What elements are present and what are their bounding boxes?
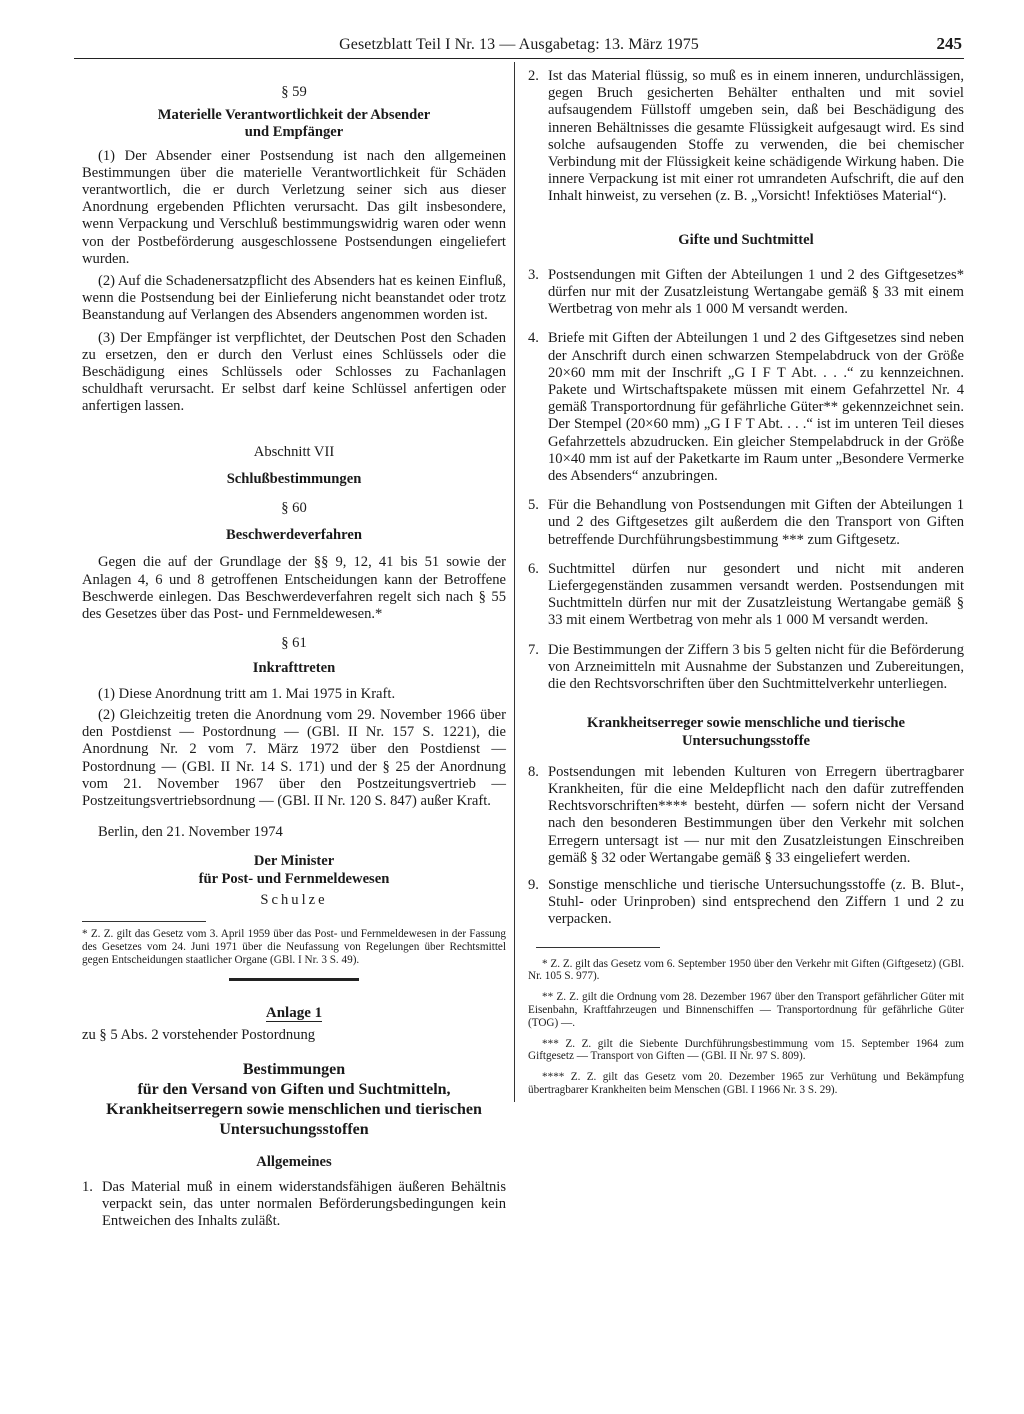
item-text: Die Bestimmungen der Ziffern 3 bis 5 gelten nicht für die Beförderung von Arzneimitteln mit Ausnahme der Substanzen und Zubereitungen, die den Rechtsvorschriften über den Suchtmittelverkehr unterliegen. [548, 641, 964, 693]
footnote-1: * Z. Z. gilt das Gesetz vom 6. September 1950 über den Verkehr mit Giften (Giftgesetz) (GBl. Nr. 105 S. 977). [528, 957, 964, 983]
footnote-4: **** Z. Z. gilt das Gesetz vom 20. Dezember 1965 zur Verhütung und Bekämpfung übertragbarer Krankheiten beim Menschen (GBl. I 1966 Nr. 3 S. 29). [528, 1071, 964, 1096]
anlage-title-3: Krankheitserregern sowie menschlichen und tierischen [106, 1100, 482, 1118]
place-date: Berlin, den 21. November 1974 [98, 824, 283, 841]
anlage-title-4: Untersuchungsstoffen [219, 1120, 369, 1138]
signature-line-2: für Post- und Fernmeldewesen [198, 870, 390, 887]
footnote-2: ** Z. Z. gilt die Ordnung vom 28. Dezember 1967 über den Transport gefährlicher Güter mit Eisenbahn, Kraftfahrzeugen und Binnenschiffen — Transportordnung für gefährliche Güter (TOG) —. [528, 991, 964, 1029]
section-59-title-cont: und Empfänger [244, 124, 344, 141]
section-59-title: Materielle Verantwortlichkeit der Absender [157, 107, 431, 124]
item-text: Suchtmittel dürfen nur gesondert und nicht mit anderen Liefergegenständen zusammen versandt werden. Postsendungen mit Suchtmitteln dürfen nur mit der Zusatzleistung Wertangabe gemäß § 33 mit einem Wertbetrag von mehr als 1 000 M versandt werden. [548, 560, 964, 629]
anlage-title-2: für den Versand von Giften und Suchtmitteln, [137, 1080, 451, 1098]
item-number: 6. [528, 560, 539, 577]
section-60-sign: § 60 [281, 500, 307, 517]
item-number: 2. [528, 68, 539, 84]
section-59-para-1: (1) Der Absender einer Postsendung ist nach den allgemeinen Bestimmungen über die materielle Verantwortlichkeit für Schäden verantwortlich, die er durch Verletzung seiner sich aus dieser Anordnung ergebenden Pflichten verursacht. Das gilt insbesondere, wenn Verpackung und Verschluß bestimmungswidrig waren oder wenn von der Postbeförderung ausgeschlossene Postsendungen eingeliefert wurden. [82, 147, 506, 267]
gifte-heading: Gifte und Suchtmittel [678, 231, 814, 248]
section-60-title: Beschwerdeverfahren [226, 527, 362, 544]
item-number: 4. [528, 330, 539, 347]
item-number: 1. [82, 1178, 93, 1195]
anlage-reference: zu § 5 Abs. 2 vorstehender Postordnung [82, 1026, 316, 1043]
krankheit-heading-cont: Untersuchungsstoffe [681, 732, 811, 749]
signature-line-1: Der Minister [253, 853, 335, 870]
list-item-7 [528, 642, 964, 694]
item-number: 3. [528, 266, 539, 283]
section-59-sign: § 59 [281, 84, 307, 100]
list-item-8 [528, 764, 964, 867]
footnote-left: * Z. Z. gilt das Gesetz vom 3. April 1959 über das Post- und Fernmeldewesen in der Fassung des Gesetzes vom 24. Juni 1971 über die Neufassung von Regelungen über Rechtsmittel gegen Entscheidungen staatlicher Organe (GBl. I Nr. 3 S. 49). [82, 927, 506, 966]
list-item-3 [528, 267, 964, 319]
item-number: 8. [528, 763, 539, 780]
header-rule [74, 58, 964, 59]
anlage-title-1: Bestimmungen [242, 1060, 346, 1078]
list-item-9 [528, 877, 964, 929]
krankheit-heading: Krankheitserreger sowie menschliche und tierische [586, 715, 906, 732]
left-column [82, 68, 506, 1231]
section-60-para: Gegen die auf der Grundlage der §§ 9, 12, 41 bis 51 sowie der Anlagen 4, 6 und 8 getroffenen Entscheidungen kann der Betroffene Beschwerde einlegen. Das Beschwerdeverfahren regelt sich nach § 55 des Gesetzes über das Post- und Fernmeldewesen.* [82, 554, 506, 623]
anlage-label [82, 1005, 506, 1022]
list-item-5 [528, 497, 964, 549]
section-59-para-3: (3) Der Empfänger ist verpflichtet, der Deutschen Post den Schaden zu ersetzen, den er durch den Verlust eines Schlüssels oder die Beschädigung eines Schlüssels oder Schlosses zu Fachanlagen schuldhaft verursacht. Er selbst darf keine Schlüssel anfertigen oder anfertigen lassen. [82, 329, 506, 415]
running-title: Gesetzblatt Teil I Nr. 13 — Ausgabetag: 13. März 1975 [339, 36, 699, 53]
abschnitt-title: Schlußbestimmungen [226, 470, 362, 487]
end-rule [229, 978, 359, 981]
section-61-title: Inkrafttreten [252, 660, 336, 677]
anlage-label-text: Anlage 1 [265, 1005, 323, 1022]
right-column [528, 68, 964, 1097]
signature-name: Schulze [260, 891, 328, 908]
list-item-1 [82, 1179, 506, 1231]
allgemeines-heading: Allgemeines [256, 1153, 332, 1170]
item-text: Ist das Material flüssig, so muß es in einem inneren, undurchlässigen, gegen Bruch gesicherten Behälter enthalten und mit soviel aufsaugendem Füllstoff umgeben sein, daß bei Beschädigung des inneren Behältnisses die gesamte Flüssigkeit aufgesaugt wird. Es sind solche aufsaugenden Stoffe zu verwenden, die bei chemischer Verbindung mit der Flüssigkeit keine schädigende Wirkung haben. Die innere Verpackung ist mit einer rot umrandeten Aufschrift, die auf den Inhalt hinweist, zu versehen (z. B. „Vorsicht! Infektiöses Material“). [548, 68, 964, 205]
list-item-6 [528, 561, 964, 630]
item-number: 7. [528, 641, 539, 658]
item-text: Briefe mit Giften der Abteilungen 1 und 2 des Giftgesetzes sind neben der Anschrift durch einen schwarzen Stempelabdruck von der Größe 20×60 mm mit der Inschrift „G I F T Abt. . . .“ zu kennzeichnen. Pakete und Wirtschaftspakete müssen mit einem Gefahrzettel Nr. 4 gemäß Transportordnung für gefährliche Güter** gekennzeichnet sein. Der Stempel (20×60 mm) „G I F T Abt. . . .“ ist im unteren Teil dieses Gefahrzettels abzudrucken. Ein gleicher Stempelabdruck in der Größe 10×40 mm ist auf der Paketkarte im Raum unter „Besondere Vermerke des Absenders“ anzubringen. [548, 330, 964, 485]
item-text: Das Material muß in einem widerstandsfähigen äußeren Behältnis verpackt sein, das unter normalen Beförderungsbedingungen kein Entweichen des Inhalts zuläßt. [102, 1178, 506, 1230]
section-61-para-1: (1) Diese Anordnung tritt am 1. Mai 1975 in Kraft. [98, 685, 396, 702]
item-text: Postsendungen mit Giften der Abteilungen 1 und 2 des Giftgesetzes* dürfen nur mit der Zusatzleistung Wertangabe gemäß § 33 mit einem Wertbetrag von mehr als 1 000 M versandt werden. [548, 266, 964, 318]
section-61-sign: § 61 [281, 635, 307, 652]
item-text: Sonstige menschliche und tierische Untersuchungsstoffe (z. B. Blut-, Stuhl- oder Urinproben) sind entsprechend den Ziffern 1 und 2 zu verpacken. [548, 876, 964, 928]
footnote-rule [536, 947, 660, 948]
list-item-4 [528, 330, 964, 485]
abschnitt-label: Abschnitt VII [253, 443, 335, 460]
item-number: 5. [528, 497, 539, 514]
item-text: Für die Behandlung von Postsendungen mit Giften der Abteilungen 1 und 2 des Giftgesetzes gilt außerdem die den Transport von Giften betreffende Durchführungsbestimmung *** zum Giftgesetz. [548, 497, 964, 548]
item-number: 9. [528, 876, 539, 893]
page-number: 245 [936, 34, 962, 53]
item-text: Postsendungen mit lebenden Kulturen von Erregern übertragbarer Krankheiten, für die eine Meldepflicht nach den dafür zutreffenden Rechtsvorschriften**** besteht, dürfen — sofern nicht der Versand nach den besonderen Bestimmungen über den Verkehr mit solchen Erregern untersagt ist — nur mit den Zusatzleistungen Einschreiben gemäß § 32 oder Wertangabe gemäß § 33 eingeliefert werden. [548, 763, 964, 866]
section-61-para-2: (2) Gleichzeitig treten die Anordnung vom 29. November 1966 über den Postdienst — Postordnung — (GBl. II Nr. 157 S. 1221), die Anordnung Nr. 2 vom 7. März 1972 über den Postdienst — Postordnung — (GBl. II Nr. 14 S. 171) und der § 25 der Anordnung vom 21. November 1967 über den Postzeitungsvertrieb — Postzeitungsvertriebsordnung — (GBl. II Nr. 120 S. 847) außer Kraft. [82, 706, 506, 809]
footnote-3: *** Z. Z. gilt die Siebente Durchführungsbestimmung vom 15. September 1964 zum Giftgesetz — Transport von Giften — (GBl. II Nr. 97 S. 809). [528, 1037, 964, 1063]
footnote-rule [82, 921, 206, 922]
page-header [74, 32, 964, 60]
column-divider [514, 62, 515, 1102]
list-item-2 [528, 68, 964, 206]
section-59-para-2: (2) Auf die Schadenersatzpflicht des Absenders hat es keinen Einfluß, wenn die Postsendung bei der Einlieferung nicht beanstandet oder trotz Beanstandung auf Verlangen des Absenders angenommen worden ist. [82, 273, 506, 324]
